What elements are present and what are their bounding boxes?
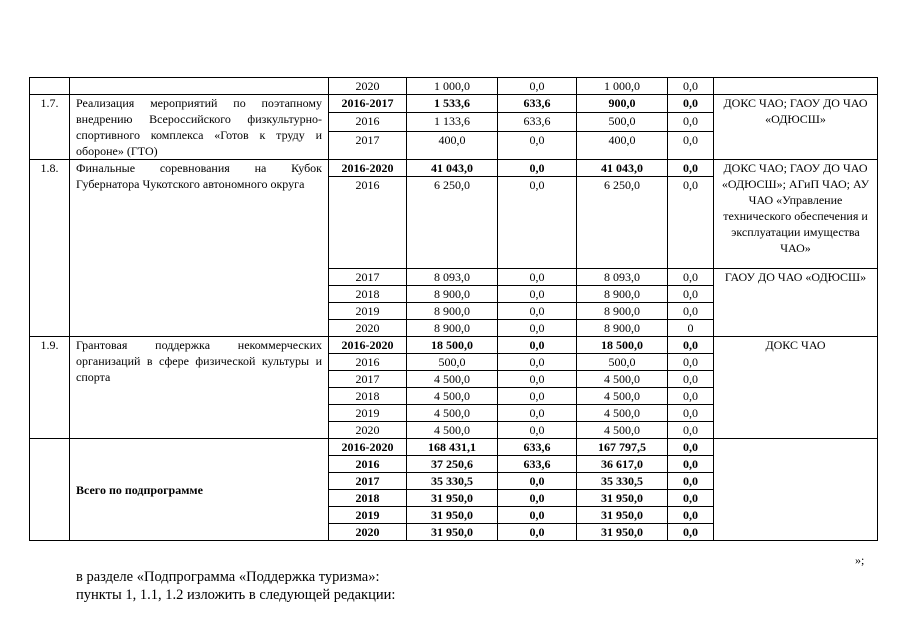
- cell-other: 0,0: [668, 524, 714, 541]
- cell-fed: 0,0: [498, 507, 577, 524]
- cell-other: 0,0: [668, 490, 714, 507]
- cell-fed: 0,0: [498, 160, 577, 177]
- cell-year: 2016-2020: [329, 439, 407, 456]
- cell-num: [30, 439, 70, 541]
- cell-year: 2020: [329, 422, 407, 439]
- cell-reg: 41 043,0: [577, 160, 668, 177]
- cell-year: 2017: [329, 473, 407, 490]
- cell-total: 8 900,0: [407, 286, 498, 303]
- table-row: [30, 337, 878, 354]
- cell-year: 2019: [329, 405, 407, 422]
- cell-reg: 6 250,0: [577, 177, 668, 269]
- cell-year: 2017: [329, 131, 407, 159]
- cell-year: 2020: [329, 78, 407, 95]
- cell-fed: 0,0: [498, 269, 577, 286]
- cell-year: 2018: [329, 286, 407, 303]
- cell-total: 31 950,0: [407, 524, 498, 541]
- cell-total: 168 431,1: [407, 439, 498, 456]
- cell-total: 400,0: [407, 131, 498, 159]
- cell-year: 2016: [329, 456, 407, 473]
- cell-fed: 0,0: [498, 388, 577, 405]
- cell-fed: 0,0: [498, 303, 577, 320]
- cell-total: 35 330,5: [407, 473, 498, 490]
- cell-total: 4 500,0: [407, 388, 498, 405]
- table-row: [30, 439, 878, 456]
- cell-fed: 0,0: [498, 78, 577, 95]
- cell-desc: Финальные соревнования на Кубок Губернатора Чукотского автономного округа: [70, 160, 329, 337]
- cell-reg: 4 500,0: [577, 405, 668, 422]
- cell-fed: 0,0: [498, 337, 577, 354]
- cell-resp: [714, 439, 878, 541]
- cell-num: 1.8.: [30, 160, 70, 337]
- cell-reg: 8 900,0: [577, 320, 668, 337]
- cell-reg: 31 950,0: [577, 490, 668, 507]
- cell-reg: 31 950,0: [577, 507, 668, 524]
- cell-year: 2016: [329, 354, 407, 371]
- cell-reg: 400,0: [577, 131, 668, 159]
- cell-resp: ДОКС ЧАО: [714, 337, 878, 439]
- cell-other: 0,0: [668, 388, 714, 405]
- cell-year: 2019: [329, 507, 407, 524]
- cell-other: 0,0: [668, 405, 714, 422]
- cell-total: 31 950,0: [407, 507, 498, 524]
- cell-total: 1 533,6: [407, 95, 498, 113]
- cell-year: 2018: [329, 388, 407, 405]
- cell-fed: 0,0: [498, 354, 577, 371]
- cell-desc: Реализация мероприятий по поэтапному внедрению Всероссийского физкультурно-спортивного комплекса «Готов к труду и обороне» (ГТО): [70, 95, 329, 160]
- cell-other: 0,0: [668, 507, 714, 524]
- cell-year: 2018: [329, 490, 407, 507]
- cell-reg: 4 500,0: [577, 422, 668, 439]
- cell-total: 6 250,0: [407, 177, 498, 269]
- cell-reg: 167 797,5: [577, 439, 668, 456]
- cell-other: 0,0: [668, 286, 714, 303]
- cell-other: 0,0: [668, 303, 714, 320]
- cell-total: 1 000,0: [407, 78, 498, 95]
- cell-total: 4 500,0: [407, 422, 498, 439]
- cell-year: 2020: [329, 524, 407, 541]
- cell-other: 0,0: [668, 473, 714, 490]
- cell-reg: 4 500,0: [577, 371, 668, 388]
- cell-total: 500,0: [407, 354, 498, 371]
- subprogram-total-label: Всего по подпрограмме: [70, 439, 329, 541]
- cell-fed: 0,0: [498, 490, 577, 507]
- cell-year: 2017: [329, 269, 407, 286]
- cell-fed: 0,0: [498, 371, 577, 388]
- cell-resp: ДОКС ЧАО; ГАОУ ДО ЧАО «ОДЮСШ»: [714, 95, 878, 160]
- cell-total: 8 900,0: [407, 320, 498, 337]
- cell-other: 0,0: [668, 131, 714, 159]
- cell-year: 2020: [329, 320, 407, 337]
- cell-reg: 4 500,0: [577, 388, 668, 405]
- cell-num: 1.9.: [30, 337, 70, 439]
- cell-desc: [70, 78, 329, 95]
- cell-total: 8 900,0: [407, 303, 498, 320]
- cell-num: [30, 78, 70, 95]
- cell-fed: 0,0: [498, 286, 577, 303]
- cell-reg: 500,0: [577, 354, 668, 371]
- table-row: [30, 78, 878, 95]
- cell-fed: 633,6: [498, 95, 577, 113]
- cell-desc: Грантовая поддержка некоммерческих организаций в сфере физической культуры и спорта: [70, 337, 329, 439]
- cell-reg: 31 950,0: [577, 524, 668, 541]
- closing-quote-mark: »;: [855, 553, 865, 567]
- cell-reg: 8 900,0: [577, 286, 668, 303]
- paragraph-section-intro: в разделе «Подпрограмма «Поддержка туризма»:: [76, 569, 380, 585]
- cell-other: 0: [668, 320, 714, 337]
- table-row: [30, 160, 878, 177]
- cell-total: 4 500,0: [407, 371, 498, 388]
- cell-resp: ГАОУ ДО ЧАО «ОДЮСШ»: [714, 269, 878, 337]
- cell-total: 8 093,0: [407, 269, 498, 286]
- cell-fed: 0,0: [498, 473, 577, 490]
- cell-other: 0,0: [668, 177, 714, 269]
- cell-reg: 35 330,5: [577, 473, 668, 490]
- cell-fed: 0,0: [498, 524, 577, 541]
- cell-fed: 0,0: [498, 131, 577, 159]
- cell-year: 2016: [329, 113, 407, 131]
- cell-fed: 633,6: [498, 113, 577, 131]
- cell-reg: 8 093,0: [577, 269, 668, 286]
- cell-reg: 900,0: [577, 95, 668, 113]
- cell-reg: 1 000,0: [577, 78, 668, 95]
- cell-fed: 633,6: [498, 439, 577, 456]
- cell-fed: 0,0: [498, 405, 577, 422]
- table-row: [30, 95, 878, 113]
- cell-resp: ДОКС ЧАО; ГАОУ ДО ЧАО «ОДЮСШ»; АГиП ЧАО; АУ ЧАО «Управление технического обеспечения и эксплуатации имущества ЧАО»: [714, 160, 878, 269]
- cell-year: 2019: [329, 303, 407, 320]
- cell-other: 0,0: [668, 371, 714, 388]
- cell-fed: 0,0: [498, 177, 577, 269]
- budget-table: [29, 77, 878, 541]
- cell-resp: [714, 78, 878, 95]
- cell-total: 37 250,6: [407, 456, 498, 473]
- cell-other: 0,0: [668, 439, 714, 456]
- cell-other: 0,0: [668, 456, 714, 473]
- cell-total: 1 133,6: [407, 113, 498, 131]
- cell-other: 0,0: [668, 113, 714, 131]
- cell-total: 4 500,0: [407, 405, 498, 422]
- cell-other: 0,0: [668, 95, 714, 113]
- cell-other: 0,0: [668, 422, 714, 439]
- cell-fed: 0,0: [498, 422, 577, 439]
- cell-other: 0,0: [668, 337, 714, 354]
- cell-other: 0,0: [668, 354, 714, 371]
- cell-year: 2016-2020: [329, 337, 407, 354]
- cell-total: 41 043,0: [407, 160, 498, 177]
- cell-other: 0,0: [668, 78, 714, 95]
- cell-fed: 633,6: [498, 456, 577, 473]
- cell-year: 2016-2020: [329, 160, 407, 177]
- cell-reg: 500,0: [577, 113, 668, 131]
- cell-reg: 8 900,0: [577, 303, 668, 320]
- cell-other: 0,0: [668, 160, 714, 177]
- cell-reg: 18 500,0: [577, 337, 668, 354]
- cell-year: 2016: [329, 177, 407, 269]
- cell-num: 1.7.: [30, 95, 70, 160]
- cell-other: 0,0: [668, 269, 714, 286]
- cell-total: 31 950,0: [407, 490, 498, 507]
- cell-year: 2017: [329, 371, 407, 388]
- cell-total: 18 500,0: [407, 337, 498, 354]
- cell-reg: 36 617,0: [577, 456, 668, 473]
- cell-fed: 0,0: [498, 320, 577, 337]
- paragraph-instruction: пункты 1, 1.1, 1.2 изложить в следующей редакции:: [76, 587, 396, 603]
- cell-year: 2016-2017: [329, 95, 407, 113]
